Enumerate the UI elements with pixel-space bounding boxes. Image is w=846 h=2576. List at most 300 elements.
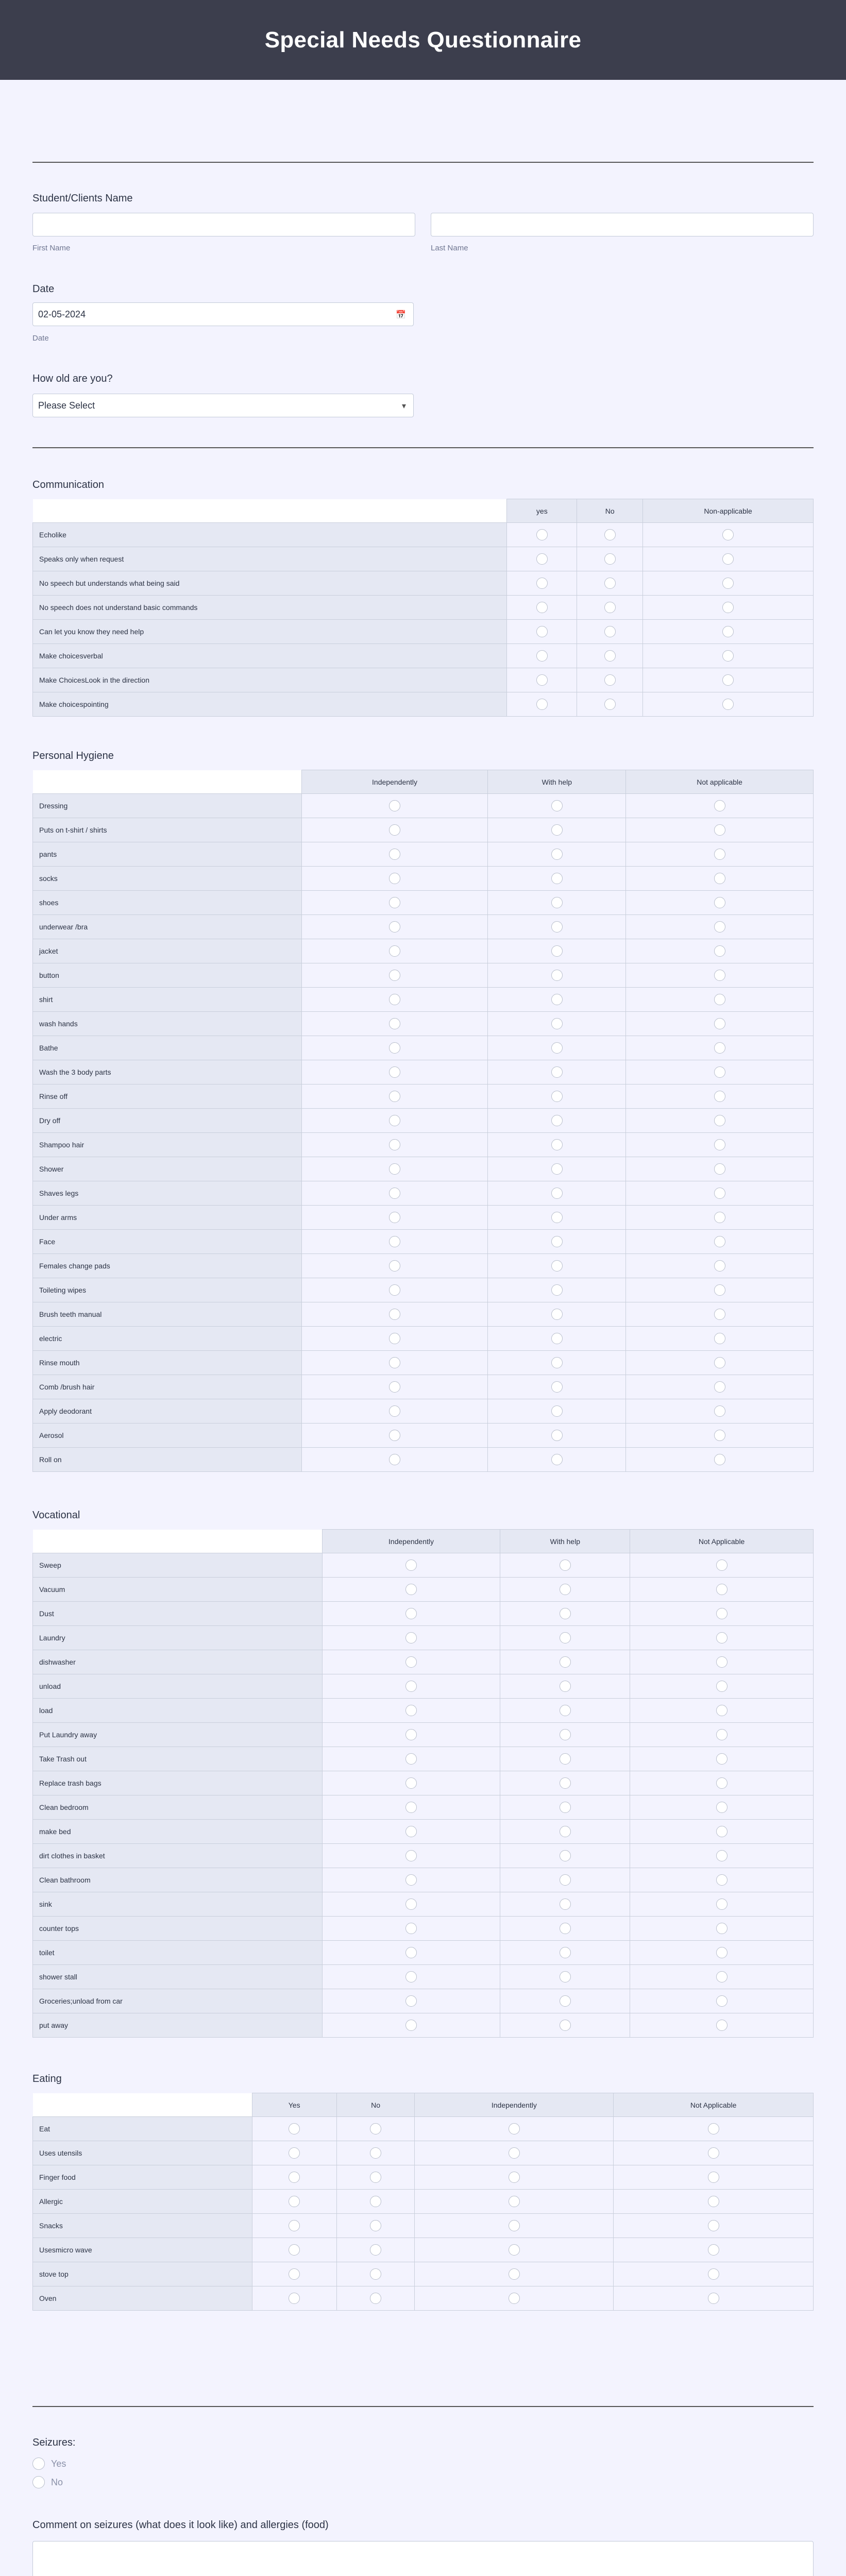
- matrix-row-label: sink: [33, 1892, 323, 1917]
- matrix-cell: [336, 2190, 415, 2214]
- matrix-cell: [415, 2238, 614, 2262]
- matrix-radio[interactable]: [714, 1091, 725, 1102]
- matrix-radio[interactable]: [389, 1115, 400, 1126]
- matrix-radio[interactable]: [714, 1357, 725, 1368]
- seizures-option-no[interactable]: No: [32, 2476, 63, 2488]
- matrix-cell: [626, 818, 814, 842]
- matrix-radio[interactable]: [389, 1260, 400, 1272]
- matrix-radio[interactable]: [289, 2220, 300, 2231]
- matrix-radio[interactable]: [405, 1850, 417, 1861]
- matrix-cell: [336, 2262, 415, 2286]
- matrix-radio[interactable]: [714, 945, 725, 957]
- matrix-radio[interactable]: [405, 1584, 417, 1595]
- matrix-row: [33, 1892, 814, 1917]
- matrix-radio[interactable]: [509, 2196, 520, 2207]
- matrix-radio[interactable]: [551, 1066, 563, 1078]
- matrix-radio[interactable]: [389, 1066, 400, 1078]
- matrix-row: [33, 988, 814, 1012]
- matrix-cell: [252, 2262, 336, 2286]
- matrix-radio[interactable]: [405, 1753, 417, 1765]
- matrix-radio[interactable]: [536, 674, 548, 686]
- matrix-row-label: make bed: [33, 1820, 323, 1844]
- matrix-radio[interactable]: [560, 1826, 571, 1837]
- matrix-radio[interactable]: [405, 1995, 417, 2007]
- matrix-cell: [322, 1602, 500, 1626]
- matrix-radio[interactable]: [289, 2172, 300, 2183]
- matrix-radio[interactable]: [551, 1163, 563, 1175]
- matrix-cell: [643, 692, 814, 717]
- matrix-radio[interactable]: [714, 994, 725, 1005]
- matrix-radio[interactable]: [551, 1284, 563, 1296]
- matrix-cell: [336, 2286, 415, 2311]
- matrix-radio[interactable]: [551, 1405, 563, 1417]
- matrix-radio[interactable]: [551, 1309, 563, 1320]
- matrix-radio[interactable]: [714, 921, 725, 933]
- matrix-cell: [643, 547, 814, 571]
- matrix-radio[interactable]: [714, 1115, 725, 1126]
- matrix-radio[interactable]: [536, 626, 548, 637]
- matrix-radio[interactable]: [722, 650, 734, 662]
- matrix-radio[interactable]: [714, 1066, 725, 1078]
- matrix-cell: [626, 1060, 814, 1084]
- matrix-radio[interactable]: [289, 2293, 300, 2304]
- matrix-radio[interactable]: [722, 674, 734, 686]
- matrix-radio[interactable]: [560, 1802, 571, 1813]
- matrix-row: [33, 1844, 814, 1868]
- matrix-row-label: Can let you know they need help: [33, 620, 507, 644]
- matrix-radio[interactable]: [560, 1705, 571, 1716]
- communication-matrix: [32, 499, 814, 717]
- matrix-cell: [301, 1036, 488, 1060]
- matrix-cell: [322, 1941, 500, 1965]
- matrix-radio[interactable]: [708, 2172, 719, 2183]
- matrix-radio[interactable]: [509, 2268, 520, 2280]
- matrix-cell: [626, 1448, 814, 1472]
- matrix-radio[interactable]: [716, 1826, 727, 1837]
- matrix-radio[interactable]: [716, 1947, 727, 1958]
- matrix-radio[interactable]: [716, 1753, 727, 1765]
- matrix-radio[interactable]: [716, 2020, 727, 2031]
- matrix-radio[interactable]: [560, 1947, 571, 1958]
- matrix-cell: [322, 1917, 500, 1941]
- matrix-radio[interactable]: [560, 1584, 571, 1595]
- matrix-radio[interactable]: [389, 800, 400, 811]
- matrix-row: [33, 1254, 814, 1278]
- matrix-radio[interactable]: [551, 994, 563, 1005]
- matrix-row: [33, 1626, 814, 1650]
- matrix-row: [33, 1423, 814, 1448]
- matrix-row-label: Make ChoicesLook in the direction: [33, 668, 507, 692]
- matrix-radio[interactable]: [708, 2123, 719, 2134]
- matrix-radio[interactable]: [551, 1333, 563, 1344]
- section-divider: [32, 2406, 814, 2407]
- matrix-radio[interactable]: [604, 553, 616, 565]
- matrix-cell: [507, 644, 577, 668]
- matrix-cell: [630, 2013, 814, 2038]
- matrix-radio[interactable]: [389, 1018, 400, 1029]
- matrix-radio[interactable]: [560, 1899, 571, 1910]
- matrix-radio[interactable]: [560, 1777, 571, 1789]
- matrix-cell: [626, 1206, 814, 1230]
- matrix-row-label: Rinse off: [33, 1084, 302, 1109]
- matrix-cell: [252, 2117, 336, 2141]
- matrix-radio[interactable]: [389, 1333, 400, 1344]
- matrix-radio[interactable]: [714, 1454, 725, 1465]
- matrix-radio[interactable]: [389, 1212, 400, 1223]
- matrix-radio[interactable]: [716, 1656, 727, 1668]
- matrix-cell: [301, 1230, 488, 1254]
- matrix-radio[interactable]: [716, 1560, 727, 1571]
- matrix-radio[interactable]: [714, 824, 725, 836]
- matrix-radio[interactable]: [389, 1091, 400, 1102]
- matrix-cell: [488, 1060, 626, 1084]
- matrix-radio[interactable]: [604, 674, 616, 686]
- matrix-radio[interactable]: [708, 2147, 719, 2159]
- matrix-row-label: underwear /bra: [33, 915, 302, 939]
- age-selected: Please Select: [38, 400, 95, 411]
- matrix-radio[interactable]: [714, 1188, 725, 1199]
- matrix-radio[interactable]: [551, 1018, 563, 1029]
- matrix-cell: [301, 794, 488, 818]
- matrix-radio[interactable]: [551, 1139, 563, 1150]
- matrix-cell: [626, 939, 814, 963]
- matrix-radio[interactable]: [716, 1681, 727, 1692]
- matrix-radio[interactable]: [714, 897, 725, 908]
- matrix-cell: [322, 1674, 500, 1699]
- matrix-radio[interactable]: [551, 921, 563, 933]
- matrix-radio[interactable]: [509, 2244, 520, 2256]
- matrix-radio[interactable]: [289, 2268, 300, 2280]
- matrix-row: [33, 1747, 814, 1771]
- matrix-cell: [626, 1351, 814, 1375]
- matrix-radio[interactable]: [405, 1971, 417, 1982]
- matrix-radio[interactable]: [370, 2196, 381, 2207]
- matrix-cell: [630, 1747, 814, 1771]
- matrix-radio[interactable]: [389, 1309, 400, 1320]
- matrix-radio[interactable]: [289, 2123, 300, 2134]
- matrix-radio[interactable]: [716, 1899, 727, 1910]
- matrix-radio[interactable]: [405, 1874, 417, 1886]
- matrix-radio[interactable]: [714, 1163, 725, 1175]
- matrix-radio[interactable]: [551, 849, 563, 860]
- matrix-row: [33, 842, 814, 867]
- matrix-radio[interactable]: [560, 1681, 571, 1692]
- matrix-cell: [301, 1423, 488, 1448]
- matrix-radio[interactable]: [389, 921, 400, 933]
- matrix-radio[interactable]: [714, 873, 725, 884]
- matrix-radio[interactable]: [536, 529, 548, 540]
- matrix-radio[interactable]: [551, 1236, 563, 1247]
- matrix-radio[interactable]: [716, 1923, 727, 1934]
- matrix-row-label: Clean bathroom: [33, 1868, 323, 1892]
- matrix-radio[interactable]: [714, 800, 725, 811]
- matrix-row: [33, 1989, 814, 2013]
- matrix-radio[interactable]: [708, 2244, 719, 2256]
- matrix-radio[interactable]: [405, 1777, 417, 1789]
- matrix-cell: [500, 2013, 630, 2038]
- matrix-radio[interactable]: [551, 1188, 563, 1199]
- matrix-radio[interactable]: [560, 1560, 571, 1571]
- matrix-radio[interactable]: [714, 1260, 725, 1272]
- matrix-radio[interactable]: [551, 1454, 563, 1465]
- matrix-radio[interactable]: [714, 1212, 725, 1223]
- matrix-radio[interactable]: [370, 2244, 381, 2256]
- matrix-radio[interactable]: [389, 1381, 400, 1393]
- matrix-radio[interactable]: [289, 2147, 300, 2159]
- matrix-cell: [301, 1448, 488, 1472]
- matrix-row-label: Make choicespointing: [33, 692, 507, 717]
- matrix-radio[interactable]: [716, 1608, 727, 1619]
- matrix-radio[interactable]: [405, 1826, 417, 1837]
- matrix-radio[interactable]: [560, 2020, 571, 2031]
- matrix-row-label: wash hands: [33, 1012, 302, 1036]
- matrix-radio[interactable]: [716, 1705, 727, 1716]
- matrix-row: [33, 1965, 814, 1989]
- matrix-radio[interactable]: [405, 1632, 417, 1643]
- matrix-cell: [626, 988, 814, 1012]
- matrix-cell: [301, 1327, 488, 1351]
- matrix-radio[interactable]: [716, 1874, 727, 1886]
- matrix-radio[interactable]: [560, 1874, 571, 1886]
- matrix-cell: [643, 644, 814, 668]
- matrix-radio[interactable]: [551, 970, 563, 981]
- matrix-radio[interactable]: [716, 1729, 727, 1740]
- matrix-cell: [322, 1868, 500, 1892]
- matrix-radio[interactable]: [551, 945, 563, 957]
- matrix-radio[interactable]: [551, 1381, 563, 1393]
- matrix-radio[interactable]: [560, 1729, 571, 1740]
- matrix-radio[interactable]: [389, 824, 400, 836]
- matrix-row-label: Shower: [33, 1157, 302, 1181]
- matrix-radio[interactable]: [551, 1091, 563, 1102]
- matrix-radio[interactable]: [714, 1018, 725, 1029]
- matrix-radio[interactable]: [405, 1923, 417, 1934]
- matrix-radio[interactable]: [405, 1560, 417, 1571]
- matrix-radio[interactable]: [389, 1454, 400, 1465]
- matrix-radio[interactable]: [560, 1850, 571, 1861]
- matrix-radio[interactable]: [405, 1705, 417, 1716]
- matrix-radio[interactable]: [370, 2123, 381, 2134]
- matrix-radio[interactable]: [536, 699, 548, 710]
- matrix-row: [33, 1181, 814, 1206]
- seizures-yes-radio[interactable]: [32, 2458, 45, 2470]
- matrix-radio[interactable]: [509, 2123, 520, 2134]
- seizures-no-radio[interactable]: [32, 2476, 45, 2488]
- matrix-radio[interactable]: [716, 1632, 727, 1643]
- matrix-radio[interactable]: [560, 1995, 571, 2007]
- matrix-row: [33, 2141, 814, 2165]
- matrix-radio[interactable]: [551, 1042, 563, 1054]
- matrix-radio[interactable]: [722, 578, 734, 589]
- matrix-radio[interactable]: [708, 2220, 719, 2231]
- matrix-row-label: Usesmicro wave: [33, 2238, 252, 2262]
- matrix-radio[interactable]: [714, 1430, 725, 1441]
- matrix-row: [33, 939, 814, 963]
- matrix-radio[interactable]: [716, 1777, 727, 1789]
- matrix-cell: [301, 1084, 488, 1109]
- matrix-radio[interactable]: [714, 1381, 725, 1393]
- matrix-radio[interactable]: [714, 970, 725, 981]
- matrix-radio[interactable]: [551, 1212, 563, 1223]
- matrix-radio[interactable]: [389, 897, 400, 908]
- first-name-input[interactable]: [32, 213, 415, 236]
- matrix-row-label: unload: [33, 1674, 323, 1699]
- last-name-input[interactable]: [431, 213, 814, 236]
- matrix-radio[interactable]: [389, 1284, 400, 1296]
- matrix-radio[interactable]: [560, 1923, 571, 1934]
- matrix-radio[interactable]: [405, 1802, 417, 1813]
- matrix-cell: [252, 2190, 336, 2214]
- matrix-radio[interactable]: [509, 2220, 520, 2231]
- matrix-radio[interactable]: [289, 2244, 300, 2256]
- matrix-cell: [507, 668, 577, 692]
- matrix-radio[interactable]: [714, 1284, 725, 1296]
- matrix-radio[interactable]: [716, 1995, 727, 2007]
- matrix-radio[interactable]: [560, 1632, 571, 1643]
- matrix-radio[interactable]: [389, 1139, 400, 1150]
- matrix-cell: [500, 1553, 630, 1578]
- matrix-radio[interactable]: [405, 1899, 417, 1910]
- matrix-radio[interactable]: [405, 1947, 417, 1958]
- matrix-radio[interactable]: [370, 2220, 381, 2231]
- matrix-radio[interactable]: [389, 1042, 400, 1054]
- matrix-radio[interactable]: [389, 873, 400, 884]
- matrix-cell: [500, 1578, 630, 1602]
- matrix-radio[interactable]: [370, 2293, 381, 2304]
- matrix-radio[interactable]: [370, 2172, 381, 2183]
- matrix-cell: [488, 1084, 626, 1109]
- matrix-radio[interactable]: [389, 1188, 400, 1199]
- matrix-radio[interactable]: [389, 1236, 400, 1247]
- matrix-radio[interactable]: [509, 2147, 520, 2159]
- matrix-cell: [626, 891, 814, 915]
- matrix-radio[interactable]: [389, 1405, 400, 1417]
- matrix-radio[interactable]: [389, 849, 400, 860]
- matrix-cell: [630, 1989, 814, 2013]
- matrix-row: [33, 2262, 814, 2286]
- matrix-radio[interactable]: [714, 849, 725, 860]
- matrix-radio[interactable]: [714, 1309, 725, 1320]
- matrix-row-label: Females change pads: [33, 1254, 302, 1278]
- matrix-cell: [626, 1423, 814, 1448]
- matrix-radio[interactable]: [560, 1971, 571, 1982]
- matrix-cell: [630, 1578, 814, 1602]
- matrix-radio[interactable]: [708, 2268, 719, 2280]
- matrix-row-label: Sweep: [33, 1553, 323, 1578]
- matrix-radio[interactable]: [604, 626, 616, 637]
- matrix-radio[interactable]: [536, 553, 548, 565]
- matrix-radio[interactable]: [604, 650, 616, 662]
- matrix-radio[interactable]: [722, 602, 734, 613]
- matrix-radio[interactable]: [536, 650, 548, 662]
- matrix-radio[interactable]: [604, 602, 616, 613]
- matrix-radio[interactable]: [714, 1333, 725, 1344]
- matrix-radio[interactable]: [551, 800, 563, 811]
- matrix-radio[interactable]: [716, 1802, 727, 1813]
- matrix-cell: [577, 620, 643, 644]
- matrix-row-label: Bathe: [33, 1036, 302, 1060]
- matrix-corner: [33, 2093, 252, 2117]
- matrix-radio[interactable]: [722, 553, 734, 565]
- age-select[interactable]: [32, 394, 414, 417]
- matrix-radio[interactable]: [389, 1357, 400, 1368]
- matrix-cell: [626, 1230, 814, 1254]
- matrix-radio[interactable]: [551, 873, 563, 884]
- matrix-radio[interactable]: [716, 1971, 727, 1982]
- matrix-radio[interactable]: [536, 578, 548, 589]
- matrix-radio[interactable]: [714, 1042, 725, 1054]
- matrix-radio[interactable]: [509, 2293, 520, 2304]
- hygiene-matrix: [32, 770, 814, 1472]
- matrix-radio[interactable]: [389, 1430, 400, 1441]
- matrix-radio[interactable]: [604, 578, 616, 589]
- matrix-row: [33, 1578, 814, 1602]
- matrix-radio[interactable]: [604, 529, 616, 540]
- matrix-row: [33, 891, 814, 915]
- matrix-radio[interactable]: [722, 529, 734, 540]
- date-input[interactable]: [32, 302, 414, 326]
- matrix-row-label: load: [33, 1699, 323, 1723]
- matrix-radio[interactable]: [389, 945, 400, 957]
- matrix-cell: [322, 1578, 500, 1602]
- matrix-row: [33, 1133, 814, 1157]
- matrix-radio[interactable]: [389, 970, 400, 981]
- matrix-radio[interactable]: [289, 2196, 300, 2207]
- matrix-radio[interactable]: [551, 1260, 563, 1272]
- matrix-radio[interactable]: [370, 2268, 381, 2280]
- matrix-radio[interactable]: [405, 2020, 417, 2031]
- matrix-radio[interactable]: [509, 2172, 520, 2183]
- matrix-row-label: Dust: [33, 1602, 323, 1626]
- matrix-radio[interactable]: [708, 2293, 719, 2304]
- matrix-radio[interactable]: [551, 1357, 563, 1368]
- matrix-cell: [301, 1109, 488, 1133]
- matrix-radio[interactable]: [389, 1163, 400, 1175]
- matrix-row: [33, 1399, 814, 1423]
- matrix-radio[interactable]: [714, 1139, 725, 1150]
- matrix-radio[interactable]: [389, 994, 400, 1005]
- matrix-radio[interactable]: [551, 897, 563, 908]
- calendar-icon[interactable]: 📅: [396, 311, 406, 319]
- matrix-radio[interactable]: [405, 1608, 417, 1619]
- matrix-radio[interactable]: [405, 1656, 417, 1668]
- matrix-radio[interactable]: [405, 1729, 417, 1740]
- matrix-radio[interactable]: [722, 699, 734, 710]
- seizures-option-yes[interactable]: Yes: [32, 2458, 66, 2470]
- matrix-radio[interactable]: [714, 1405, 725, 1417]
- matrix-radio[interactable]: [604, 699, 616, 710]
- matrix-radio[interactable]: [722, 626, 734, 637]
- seizures-comment-textarea[interactable]: [32, 2541, 814, 2576]
- matrix-radio[interactable]: [716, 1584, 727, 1595]
- matrix-radio[interactable]: [560, 1608, 571, 1619]
- matrix-row: [33, 1674, 814, 1699]
- matrix-radio[interactable]: [551, 824, 563, 836]
- matrix-radio[interactable]: [560, 1656, 571, 1668]
- matrix-radio[interactable]: [551, 1115, 563, 1126]
- matrix-radio[interactable]: [370, 2147, 381, 2159]
- matrix-radio[interactable]: [708, 2196, 719, 2207]
- matrix-radio[interactable]: [714, 1236, 725, 1247]
- matrix-radio[interactable]: [716, 1850, 727, 1861]
- matrix-row: [33, 1157, 814, 1181]
- matrix-radio[interactable]: [551, 1430, 563, 1441]
- matrix-radio[interactable]: [536, 602, 548, 613]
- matrix-radio[interactable]: [405, 1681, 417, 1692]
- matrix-radio[interactable]: [560, 1753, 571, 1765]
- matrix-cell: [488, 842, 626, 867]
- matrix-cell: [488, 818, 626, 842]
